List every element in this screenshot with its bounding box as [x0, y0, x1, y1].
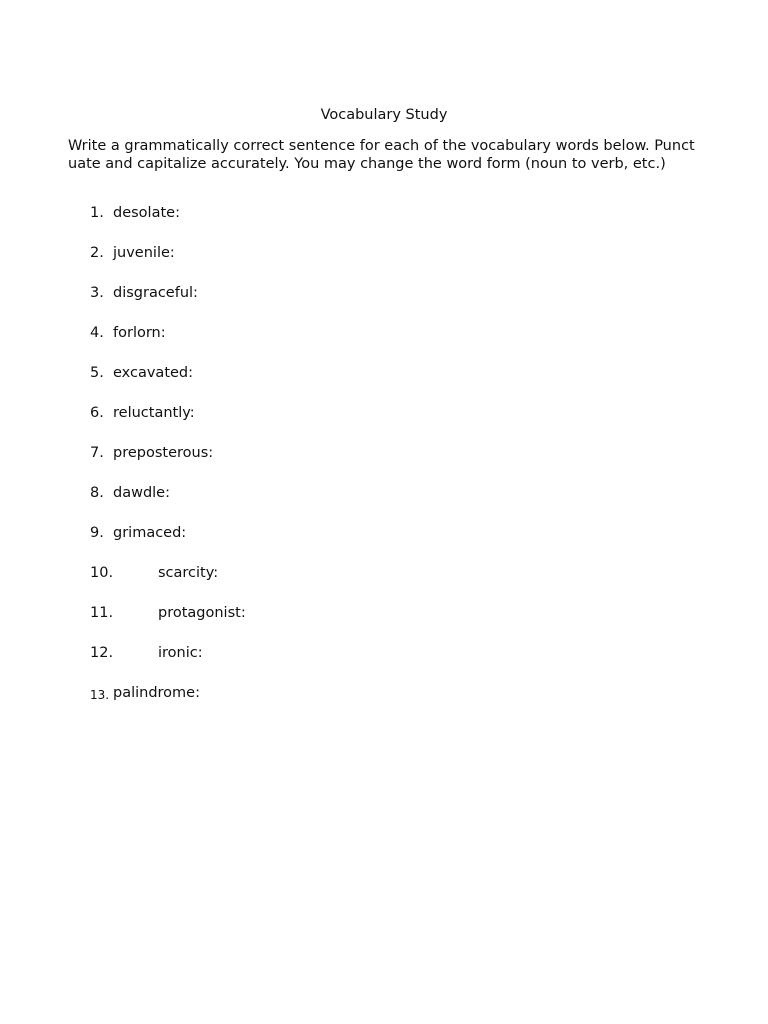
- item-number: 12.: [90, 645, 114, 661]
- item-number: 13.: [90, 688, 110, 702]
- item-number: 7.: [90, 445, 104, 461]
- vocabulary-word: disgraceful:: [113, 285, 198, 301]
- document-title: Vocabulary Study: [320, 107, 448, 123]
- item-number: 6.: [90, 405, 104, 421]
- item-number: 1.: [90, 205, 104, 221]
- vocabulary-word: scarcity:: [158, 565, 219, 581]
- vocabulary-list: [0, 204, 768, 724]
- vocabulary-word: palindrome:: [113, 685, 200, 701]
- vocabulary-word: forlorn:: [113, 325, 166, 341]
- list-item: [0, 684, 768, 724]
- list-item: [0, 444, 768, 484]
- list-item: [0, 284, 768, 324]
- item-number: 9.: [90, 525, 104, 541]
- vocabulary-word: preposterous:: [113, 445, 214, 461]
- list-item: [0, 564, 768, 604]
- list-item: [0, 364, 768, 404]
- item-number: 8.: [90, 485, 104, 501]
- vocabulary-word: desolate:: [113, 205, 180, 221]
- vocabulary-word: reluctantly:: [113, 405, 195, 421]
- instructions-paragraph: Write a grammatically correct sentence for each of the vocabulary words below. Punctuate and capitalize accurately. You may change the word form (noun to verb, etc.): [68, 138, 695, 172]
- list-item: [0, 204, 768, 244]
- list-item: [0, 244, 768, 284]
- list-item: [0, 484, 768, 524]
- vocabulary-word: dawdle:: [113, 485, 170, 501]
- item-number: 5.: [90, 365, 104, 381]
- item-number: 11.: [90, 605, 114, 621]
- item-number: 2.: [90, 245, 104, 261]
- list-item: [0, 604, 768, 644]
- item-number: 4.: [90, 325, 104, 341]
- item-number: 3.: [90, 285, 104, 301]
- list-item: [0, 524, 768, 564]
- list-item: [0, 404, 768, 444]
- vocabulary-word: excavated:: [113, 365, 194, 381]
- item-number: 10.: [90, 565, 114, 581]
- vocabulary-word: grimaced:: [113, 525, 187, 541]
- vocabulary-word: ironic:: [158, 645, 203, 661]
- vocabulary-word: protagonist:: [158, 605, 246, 621]
- vocabulary-word: juvenile:: [113, 245, 175, 261]
- list-item: [0, 324, 768, 364]
- list-item: [0, 644, 768, 684]
